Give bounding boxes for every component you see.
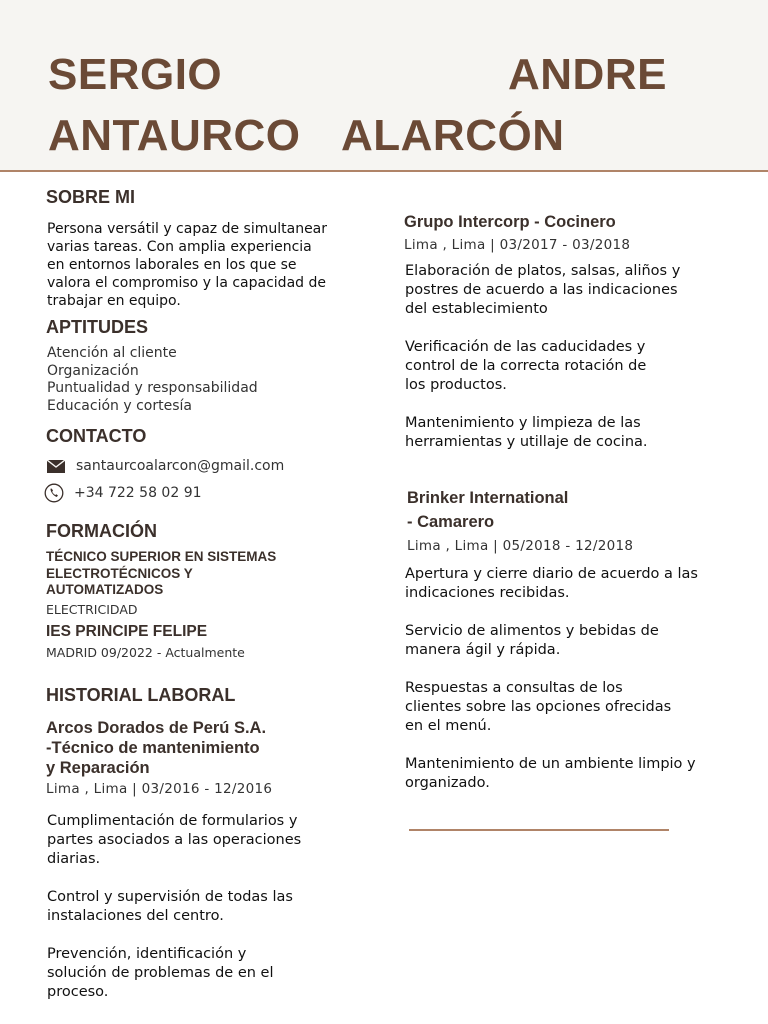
last-name-1: ANTAURCO [48, 111, 301, 160]
contact-email[interactable]: santaurcoalarcon@gmail.com [76, 458, 285, 474]
middle-name: ANDRE [508, 50, 667, 99]
job-duty: Cumplimentación de formularios y partes asociados a las operaciones diarias. [47, 813, 302, 867]
degree-line: ELECTROTÉCNICOS Y [46, 565, 193, 581]
job-title-line: - Camarero [407, 513, 495, 531]
closing-divider [409, 829, 669, 831]
skills-title: APTITUDES [46, 317, 149, 337]
degree-line: TÉCNICO SUPERIOR EN SISTEMAS [46, 549, 277, 564]
about-line: Persona versátil y capaz de simultanear [47, 221, 328, 237]
job-title-line: y Reparación [46, 759, 150, 777]
contact-title: CONTACTO [46, 426, 147, 446]
job-duty: Prevención, identificación y solución de problemas de en el proceso. [47, 946, 274, 1000]
job-meta: Lima , Lima | 05/2018 - 12/2018 [407, 538, 634, 554]
skill-item: Atención al cliente [47, 345, 177, 361]
about-line: valora el compromiso y la capacidad de [47, 275, 326, 291]
education-institution: IES PRINCIPE FELIPE [46, 623, 208, 640]
job-duty: Mantenimiento y limpieza de las herramientas y utillaje de cocina. [405, 415, 648, 450]
job-title [46, 718, 266, 778]
job-meta: Lima , Lima | 03/2016 - 12/2016 [46, 781, 273, 797]
last-name-2: ALARCÓN [341, 111, 565, 160]
education-degree [46, 549, 276, 599]
envelope-icon [46, 456, 66, 476]
first-name: SERGIO [48, 50, 223, 99]
about-line: varias tareas. Con amplia experiencia [47, 239, 312, 255]
education-field: ELECTRICIDAD [46, 602, 138, 617]
job-duties [47, 812, 367, 1002]
about-line: trabajar en equipo. [47, 293, 181, 309]
phone-icon [44, 483, 64, 503]
degree-line: AUTOMATIZADOS [46, 582, 164, 597]
education-period: MADRID 09/2022 - Actualmente [46, 645, 245, 660]
about-text [47, 220, 367, 310]
job-duties [405, 262, 745, 452]
job-meta: Lima , Lima | 03/2017 - 03/2018 [404, 237, 631, 253]
skill-item: Puntualidad y responsabilidad [47, 380, 258, 396]
about-title: SOBRE MI [46, 187, 136, 207]
job-title-line: Arcos Dorados de Perú S.A. [46, 719, 267, 737]
job-duty: Mantenimiento de un ambiente limpio y organizado. [405, 756, 696, 791]
job-duty: Servicio de alimentos y bebidas de manera ágil y rápida. [405, 623, 659, 658]
education-title: FORMACIÓN [46, 521, 157, 541]
job-duties [405, 565, 750, 793]
contact-email-row [46, 456, 284, 476]
job-title [407, 486, 568, 534]
job-duty: Apertura y cierre diario de acuerdo a las indicaciones recibidas. [405, 566, 698, 601]
job-title-line: Brinker International [407, 489, 569, 507]
contact-phone[interactable]: +34 722 58 02 91 [74, 485, 202, 501]
job-duty: Verificación de las caducidades y control de la correcta rotación de los productos. [405, 339, 647, 393]
work-title: HISTORIAL LABORAL [46, 685, 236, 705]
contact-phone-row [44, 483, 202, 503]
job-duty: Elaboración de platos, salsas, aliños y postres de acuerdo a las indicaciones del establecimiento [405, 263, 681, 317]
job-title-line: Grupo Intercorp - Cocinero [404, 213, 616, 231]
job-duty: Control y supervisión de todas las instalaciones del centro. [47, 889, 293, 924]
job-title-line: -Técnico de mantenimiento [46, 739, 260, 757]
header-divider [0, 170, 768, 172]
about-line: en entornos laborales en los que se [47, 257, 297, 273]
job-title [404, 212, 616, 232]
skills-list [47, 345, 258, 415]
skill-item: Organización [47, 362, 139, 379]
job-duty: Respuestas a consultas de los clientes sobre las opciones ofrecidas en el menú. [405, 680, 672, 734]
skill-item: Educación y cortesía [47, 397, 192, 414]
